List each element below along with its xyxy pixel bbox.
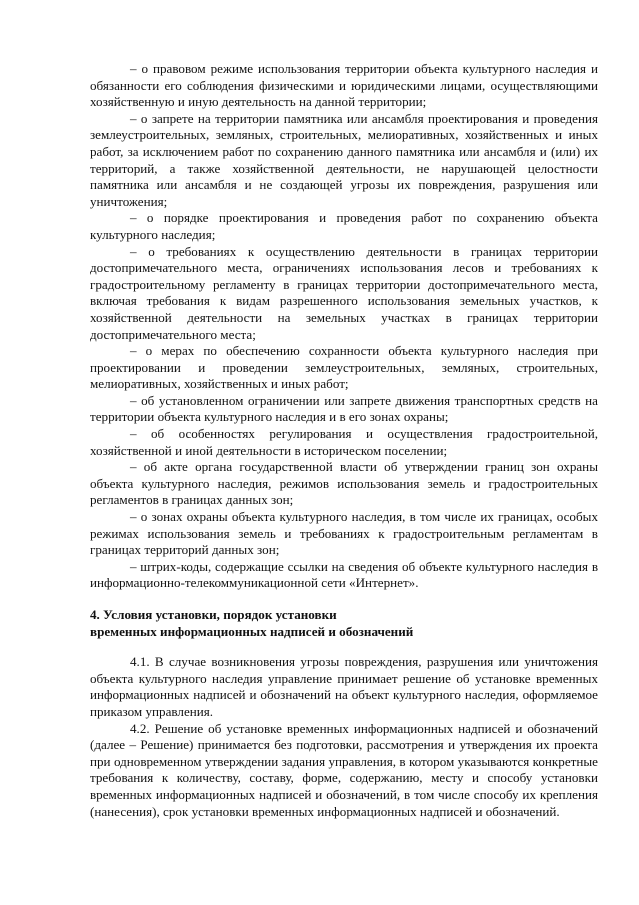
list-item: – о мерах по обеспечению сохранности объекта культурного наследия при проектировании и проведении землеустроительных, земляных, строительных, мелиоративных, хозяйственных и иных работ; bbox=[90, 343, 598, 392]
paragraph-4-1: 4.1. В случае возникновения угрозы повреждения, разрушения или уничтожения объекта культурного наследия управление принимает решение об установке временных информационных надписей и обозначений на объект культурного наследия, оформляемое приказом управления. bbox=[90, 654, 598, 719]
list-item: – о правовом режиме использования территории объекта культурного наследия и обязанности его соблюдения физическими и юридическими лицами, осуществляющими хозяйственную и иную деятельность на данной территории; bbox=[90, 61, 598, 110]
list-item: – штрих-коды, содержащие ссылки на сведения об объекте культурного наследия в информационно-телекоммуникационной сети «Интернет». bbox=[90, 558, 598, 591]
paragraph-4-2: 4.2. Решение об установке временных информационных надписей и обозначений (далее – Решение) принимается без подготовки, рассмотрения и утверждения их проекта при одновременном утверждении задания управления, в котором указываются конкретные требования к количеству, составу, форме, содержанию, месту и способу установки временных информационных надписей и обозначений, в том числе способу их крепления (нанесения), срок установки временных информационных надписей и обозначений. bbox=[90, 720, 598, 819]
list-item: – об особенностях регулирования и осуществления градостроительной, хозяйственной и иной деятельности в историческом поселении; bbox=[90, 426, 598, 458]
list-item: – о требованиях к осуществлению деятельности в границах территории достопримечательного места, ограничениях использования лесов и требованиях к градостроительному регламенту в границах территории достопримечательного места, включая требования к видам разрешенного использования земельных участков, к хозяйственной деятельности на земельных участках в границах территории достопримечательного места; bbox=[90, 243, 598, 342]
section-heading-line-1: 4. Условия установки, порядок установки bbox=[90, 607, 337, 622]
document-body bbox=[90, 61, 598, 820]
list-item: – об акте органа государственной власти об утверждении границ зон охраны объекта культурного наследия, режимов использования земель и градостроительных регламентов в границах данных зон; bbox=[90, 459, 598, 508]
list-item: – о запрете на территории памятника или ансамбля проектирования и проведения землеустроительных, земляных, строительных, мелиоративных, хозяйственных и иных работ, за исключением работ по сохранению данного памятника или ансамбля и (или) их территорий, а также хозяйственной деятельности, не нарушающей целостности памятника или ансамбля и не создающей угрозы их повреждения, разрушения или уничтожения; bbox=[90, 110, 598, 209]
list-item: – о порядке проектирования и проведения работ по сохранению объекта культурного наследия; bbox=[90, 210, 598, 242]
section-heading bbox=[90, 607, 598, 640]
section-heading-line-2: временных информационных надписей и обозначений bbox=[90, 623, 414, 639]
list-item: – об установленном ограничении или запрете движения транспортных средств на территории объекта культурного наследия и в его зонах охраны; bbox=[90, 392, 598, 425]
list-item: – о зонах охраны объекта культурного наследия, в том числе их границах, особых режимах использования земель и требованиях к градостроительным регламентам в границах территорий данных зон; bbox=[90, 509, 598, 558]
